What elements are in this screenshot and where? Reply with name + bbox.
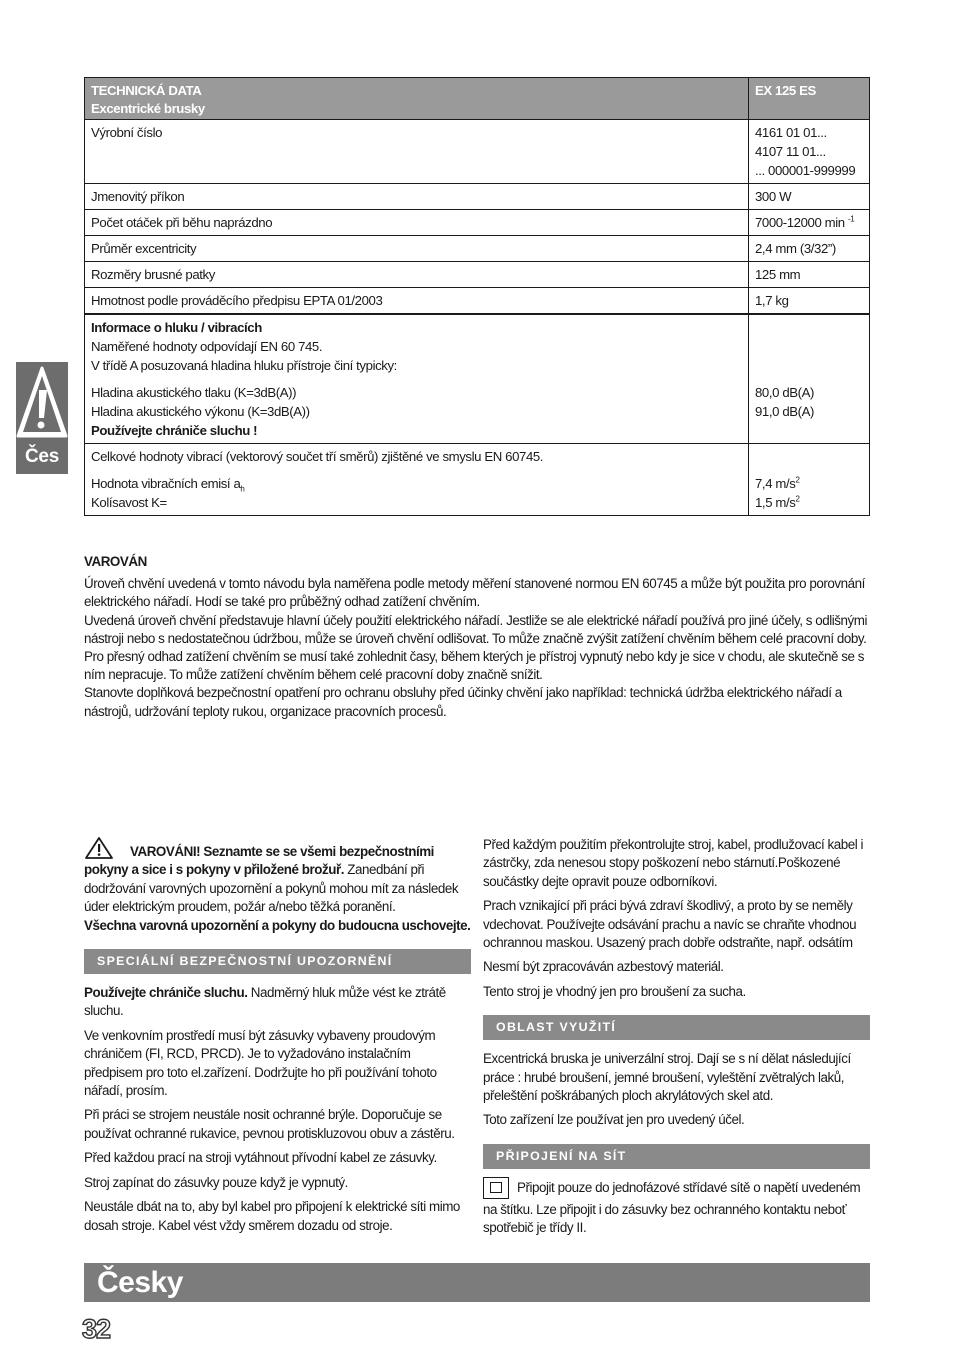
protect-note: Používejte chrániče sluchu ! (91, 423, 258, 438)
emission-sub: h (240, 484, 245, 494)
warning-paragraph: Úroveň chvění uvedená v tomto návodu byla naměřena podle metody měření stanovené normou EN 60745 a může být použita pro porovnání elektrického nářadí. Hodí se také pro průběžný odhad zatížení chvěním. (84, 576, 865, 610)
speed-value: 7000-12000 min (755, 215, 845, 230)
section-header-mains: PŘIPOJENÍ NA SÍT (483, 1144, 870, 1169)
uncertainty-unit-sup: 2 (795, 494, 800, 504)
row-value: 125 mm (749, 262, 870, 288)
table-row (85, 288, 870, 315)
vibration-line-1: Celkové hodnoty vibrací (vektorový součet tří směrů) zjištěné ve smyslu EN 60745. (91, 449, 544, 464)
row-label: Rozměry brusné patky (85, 262, 749, 288)
language-side-tab (16, 362, 68, 474)
uncertainty-value (755, 493, 863, 512)
speed-unit-sup: -1 (847, 214, 855, 224)
warning-title: VAROVÁN (84, 554, 147, 569)
paragraph: Před každou prací na stroji vytáhnout přívodní kabel ze zásuvky. (84, 1150, 437, 1166)
serial-1: 4161 01 01... (755, 125, 827, 140)
row-value: 1,7 kg (749, 288, 870, 315)
section-header-special-safety: SPECIÁLNÍ BEZPEČNOSTNÍ UPOZORNĚNÍ (84, 949, 471, 974)
vibration-warning-section (84, 553, 874, 721)
side-tab-label: Čes (25, 446, 59, 467)
safety-intro (84, 836, 471, 935)
header-line-2: Excentrické brusky (91, 101, 205, 116)
power-label: Hladina akustického výkonu (K=3dB(A)) (91, 404, 310, 419)
paragraph: Nesmí být zpracováván azbestový materiál. (483, 959, 724, 975)
paragraph: Toto zařízení lze používat jen pro uvedený účel. (483, 1112, 745, 1128)
header-model: EX 125 ES (749, 78, 870, 120)
left-column (84, 836, 471, 1241)
right-column (483, 836, 870, 1244)
vibration-row (85, 444, 870, 516)
row-label: Jmenovitý příkon (85, 184, 749, 210)
row-label: Hmotnost podle prováděcího předpisu EPTA 01/2003 (85, 288, 749, 315)
table-header-title (85, 78, 749, 120)
noise-line-2: V třídě A posuzovaná hladina hluku přístroje činí typicky: (91, 358, 397, 373)
warning-triangle-small-icon (84, 836, 114, 860)
emission-value-text: 7,4 m/s (755, 476, 796, 491)
pressure-label: Hladina akustického tlaku (K=3dB(A)) (91, 385, 297, 400)
language-footer-bar (84, 1263, 870, 1302)
serial-2: 4107 11 01... (755, 144, 826, 159)
intro-bold-2: Všechna varovná upozornění a pokyny do budoucna uschovejte. (84, 917, 471, 933)
row-value: 2,4 mm (3/32”) (749, 236, 870, 262)
paragraph (483, 1179, 870, 1238)
warning-paragraph: Stanovte doplňková bezpečnostní opatření pro ochranu obsluhy před účinky chvění jako například: technická údržba elektrického nářadí a nástrojů, udržování teploty rukou, organizace pracovních procesů. (84, 685, 842, 719)
vibration-values (749, 444, 870, 516)
section-header-usage: OBLAST VYUŽITÍ (483, 1015, 870, 1040)
paragraph: Prach vznikající při práci bývá zdraví škodlivý, a proto by se neměly vdechovat. Používejte odsávání prachu a navíc se chraňte vhodnou ochrannou maskou. Usazený prach dobře odstraňte, např. odsátím (483, 898, 857, 951)
row-value (749, 120, 870, 184)
paragraph: Neustále dbát na to, aby byl kabel pro připojení k elektrické síti mimo dosah stroje. Kabel vést vždy směrem dozadu od stroje. (84, 1199, 460, 1233)
row-value: 300 W (749, 184, 870, 210)
uncertainty-label: Kolísavost K= (91, 495, 167, 510)
footer-language: Česky (97, 1266, 183, 1299)
technical-data-table (84, 77, 870, 516)
table-row (85, 262, 870, 288)
noise-values (749, 314, 870, 444)
power-value: 91,0 dB(A) (755, 404, 815, 419)
table-row (85, 184, 870, 210)
intro-bold: VAROVÁNI! Seznamte se se všemi bezpečnostními pokyny a sice i s pokyny v přiložené brožuř. (84, 844, 434, 878)
class-ii-insulation-icon (483, 1177, 509, 1199)
warning-triangle-icon (16, 362, 68, 444)
paragraph (84, 984, 471, 1021)
table-header-row (85, 78, 870, 120)
serial-3: ... 000001-999999 (755, 163, 856, 178)
paragraph: Před každým použitím překontrolujte stroj, kabel, prodlužovací kabel i zástrčky, zda nenesou stopy poškození nebo stárnutí.Poškozené součástky dejte opravit pouze odborníkovi. (483, 837, 864, 889)
hearing-text: Nadměrný hluk může vést ke ztrátě sluchu. (84, 985, 446, 1019)
row-label: Průměr excentricity (85, 236, 749, 262)
noise-title: Informace o hluku / vibracích (91, 320, 262, 335)
uncertainty-value-text: 1,5 m/s (755, 495, 796, 510)
pressure-value: 80,0 dB(A) (755, 385, 815, 400)
paragraph: Ve venkovním prostředí musí být zásuvky vybaveny proudovým chráničem (FI, RCD, PRCD). Je to vyžadováno instalačním předpisem pro toto el.zařízení. Dodržujte ho při používání tohoto nářadí, prosím. (84, 1027, 437, 1099)
table-row (85, 120, 870, 184)
paragraph: Excentrická bruska je univerzální stroj. Dají se s ní dělat následující práce : hrubé broušení, jemné broušení, vyleštění zvětralých laků, přeleštění poškrábaných ploch akrylátových skel atd. (483, 1051, 851, 1104)
emission-value (755, 474, 863, 493)
noise-row (85, 314, 870, 444)
emission-label (91, 474, 742, 493)
hearing-bold: Používejte chrániče sluchu. (84, 985, 248, 1001)
table-row (85, 210, 870, 236)
paragraph: Stroj zapínat do zásuvky pouze když je vypnutý. (84, 1174, 348, 1190)
intro-text: Zanedbání při dodržování varovných upozornění a pokynů mohou mít za následek úder elektrickým proudem, požár a/nebo těžká poranění. (84, 862, 459, 915)
page-number: 32 (82, 1314, 111, 1344)
table-row (85, 236, 870, 262)
mains-text: Připojit pouze do jednofázové střídavé sítě o napětí uvedeném na štítku. Lze připojit i do zásuvky bez ochranného kontaktu neboť spotřebič je třídy II. (483, 1179, 861, 1236)
warning-paragraph: Pro přesný odhad zatížení chvěním se musí také zohlednit časy, během kterých je přístroj vypnutý nebo kdy je sice v chodu, ale skutečně se s ním nepracuje. To může zatížení chvěním během celé pracovní doby značně snížit. (84, 649, 865, 683)
row-label: Počet otáček při běhu naprázdno (85, 210, 749, 236)
emission-label-text: Hodnota vibračních emisí a (91, 476, 241, 491)
paragraph: Při práci se strojem neustále nosit ochranné brýle. Doporučuje se používat ochranné rukavice, pevnou protiskluzovou obuv a zástěru. (84, 1107, 455, 1141)
emission-unit-sup: 2 (795, 475, 800, 485)
row-label: Výrobní číslo (85, 120, 749, 184)
paragraph: Tento stroj je vhodný jen pro broušení za sucha. (483, 983, 746, 999)
noise-info (85, 314, 749, 444)
row-value (749, 210, 870, 236)
warning-paragraph: Uvedená úroveň chvění představuje hlavní účely použití elektrického nářadí. Jestliže se ale elektrické nářadí používá pro jiné účely, s odlišnými nástroji nebo s nedostatečnou údržbou, může se úroveň chvění odlišovat. To může značně zvýšit zatížení chvěním během celé pracovní doby. (84, 612, 868, 646)
noise-line-1: Naměřené hodnoty odpovídají EN 60 745. (91, 339, 323, 354)
vibration-info (85, 444, 749, 516)
header-line-1: TECHNICKÁ DATA (91, 83, 202, 98)
